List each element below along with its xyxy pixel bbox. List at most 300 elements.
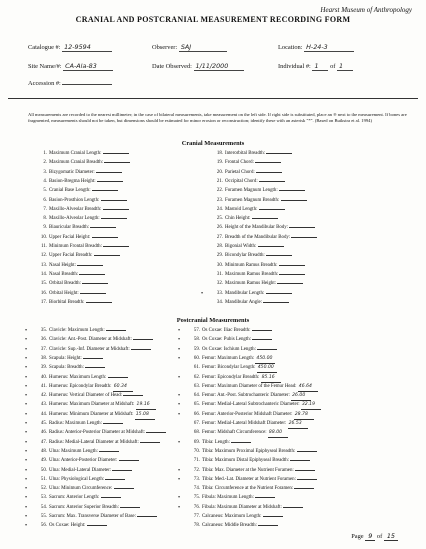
bullet-marker: • — [25, 439, 28, 446]
location-value: H-24-3 — [304, 43, 354, 52]
measurement-value — [97, 181, 123, 182]
measurement-number: 16. — [40, 290, 47, 296]
measurement-number: 73. — [193, 476, 200, 482]
measurement-number: 42. — [40, 393, 47, 399]
measurement-row — [34, 150, 129, 158]
measurement-row — [178, 504, 303, 512]
measurement-label: Cranial Base Length: — [49, 188, 91, 194]
bullet-marker: • — [178, 374, 181, 381]
measurement-row — [187, 448, 317, 456]
measurement-number: 49. — [40, 458, 47, 464]
postcranial-section-title: Postcranial Measurements — [176, 317, 250, 324]
measurement-number: 45. — [40, 421, 47, 426]
bullet-marker: • — [178, 402, 181, 409]
measurement-label: Nasal Breadth: — [49, 271, 79, 277]
measurement-row — [34, 234, 118, 242]
measurement-value — [297, 451, 317, 452]
measurement-number: 74. — [193, 486, 200, 492]
measurement-number: 24. — [216, 206, 223, 212]
measurement-row — [210, 299, 289, 307]
bullet-marker: • — [25, 514, 28, 520]
bullet-marker: • — [25, 365, 28, 372]
measurement-label: Femur: Ant.-Post. Subtrochanteric Diameter: — [202, 393, 290, 399]
accession-label: Accession #: — [28, 80, 61, 87]
measurement-number: 36. — [40, 337, 47, 343]
measurement-row — [210, 206, 285, 214]
measurement-value — [259, 209, 285, 210]
measurement-row — [25, 374, 128, 382]
measurement-value — [92, 237, 118, 238]
measurement-row — [34, 206, 129, 214]
measurement-label: Os Coxae: Iliac Breadth: — [202, 328, 251, 333]
measurement-label: Radius: Anterior-Posterior Diameter at Midshaft: — [49, 430, 146, 436]
accession-field — [28, 80, 112, 87]
measurement-number: 33. — [216, 290, 223, 296]
measurement-number: 30. — [216, 262, 223, 268]
measurement-number: 14. — [40, 271, 47, 277]
measurement-label: Interorbital Breadth: — [225, 151, 266, 156]
bullet-marker: • — [25, 374, 28, 381]
measurement-value — [146, 432, 166, 433]
measurement-label: Maxillo-Alveolar Length: — [49, 216, 100, 222]
measurement-number: 8. — [43, 216, 47, 222]
date-label: Date Observed: — [152, 63, 192, 70]
measurement-value — [85, 367, 105, 368]
measurement-value: 26.53 — [288, 420, 308, 429]
measurement-number: 70. — [193, 448, 200, 454]
header-divider — [8, 98, 418, 99]
measurement-row — [210, 197, 307, 205]
measurement-label: Maximum Cranial Length: — [49, 151, 102, 156]
measurement-number: 55. — [40, 514, 47, 519]
measurement-number: 72. — [193, 467, 200, 473]
measurement-row — [187, 485, 314, 493]
measurement-row — [187, 420, 308, 428]
measurement-label: Minimum Ramus Breadth: — [225, 262, 278, 268]
measurement-value — [252, 339, 272, 340]
measurement-number: 38. — [40, 355, 47, 361]
measurement-number: 2. — [43, 160, 47, 166]
measurement-label: Femur: Maximum Diameter of the Femur Head: — [202, 383, 297, 389]
measurement-label: Maxillo-Alveolar Breadth: — [49, 206, 102, 212]
measurement-row — [210, 187, 305, 195]
instructions-note: All measurements are recorded to the nearest millimeter; in the case of bilateral measurements, take measurement on the left side. If right side is substituted, place an ® next to the measurement. If bones are fragmented, measurements should not be taken, but dimensions should be estimated for minor erosion or reconstruction; identify these with an asterisk "*". (Based on Buikstra et al. 1994) — [28, 112, 407, 123]
measurement-number: 58. — [193, 337, 200, 343]
measurement-value — [99, 451, 119, 452]
bullet-marker: • — [178, 337, 181, 344]
measurement-number: 68. — [193, 430, 200, 436]
measurement-value — [101, 200, 127, 201]
measurement-number: 41. — [40, 383, 47, 389]
measurement-value — [258, 525, 278, 526]
measurement-label: Sacrum: Max. Transverse Diameter of Base: — [49, 514, 136, 519]
measurement-label: Occipital Chord: — [225, 178, 258, 184]
page-label: Page — [351, 533, 364, 540]
measurement-value — [106, 330, 126, 331]
measurement-label: Nasal Height: — [49, 262, 77, 268]
bullet-marker: • — [25, 402, 28, 409]
measurement-number: 17. — [40, 299, 47, 305]
location-label: Location: — [278, 44, 303, 51]
measurement-value — [259, 181, 285, 182]
measurement-label: Humerus: Maximum Diameter at Midshaft: — [49, 402, 135, 408]
measurement-label: Calcaneus: Maximum Length: — [202, 514, 262, 519]
bullet-marker: • — [25, 486, 28, 493]
measurement-value — [294, 488, 314, 489]
measurement-value — [289, 227, 315, 228]
measurement-number: 29. — [216, 253, 223, 259]
measurement-row — [25, 336, 153, 344]
measurement-number: 57. — [193, 328, 200, 333]
measurement-label: Biorbital Breadth: — [49, 299, 85, 305]
bullet-marker: • — [178, 346, 181, 353]
measurement-label: Humerus: Maximum Length: — [49, 374, 107, 380]
individual-value: 1 — [312, 62, 328, 71]
measurement-value: 19.16 — [136, 401, 156, 410]
measurement-number: 56. — [40, 523, 47, 529]
measurement-row — [25, 411, 155, 419]
measurement-value — [266, 255, 292, 256]
measurement-number: 77. — [193, 514, 200, 519]
measurement-label: Tibia: Max. Diameter at the Nutrient Foramen: — [202, 467, 294, 473]
measurement-row — [178, 327, 272, 335]
measurement-label: Femur: Medial-Lateral Midshaft Diameter: — [202, 421, 287, 426]
measurement-label: Femur: Midshaft Circumference: — [202, 430, 267, 436]
measurement-value — [105, 479, 125, 480]
measurement-label: Sacrum: Anterior Length: — [49, 495, 100, 501]
measurement-label: Humerus: Minimum Diameter at Midshaft: — [49, 411, 134, 417]
measurement-number: 3. — [43, 169, 47, 175]
measurement-row — [210, 169, 282, 177]
bullet-marker: • — [25, 355, 28, 362]
measurement-value — [279, 265, 305, 266]
measurement-label: Foramen Magnum Length: — [225, 188, 278, 194]
bullet-marker: • — [25, 393, 28, 400]
measurement-value — [80, 293, 106, 294]
measurement-value — [256, 172, 282, 173]
measurement-label: Orbital Breadth: — [49, 281, 81, 287]
measurement-value — [252, 330, 272, 331]
bullet-marker: • — [178, 411, 181, 418]
measurement-value — [290, 460, 310, 461]
measurement-value — [82, 283, 108, 284]
measurement-number: 53. — [40, 495, 47, 501]
measurement-row — [25, 457, 139, 465]
measurement-label: Tibia: Med.-Lat. Diameter at Nutrient Foramen: — [202, 476, 296, 482]
measurement-label: Maximum Ramus Breadth: — [225, 271, 279, 277]
measurement-row — [210, 280, 303, 288]
measurement-label: Radius: Maximum Length: — [49, 421, 102, 426]
measurement-label: Basion-Prosthion Length: — [49, 197, 100, 203]
measurement-number: 7. — [43, 206, 47, 212]
measurement-row — [210, 178, 285, 186]
measurement-value — [131, 349, 151, 350]
measurement-row — [25, 522, 107, 530]
form-title: CRANIAL AND POSTCRANIAL MEASUREMENT RECORDING FORM — [75, 15, 351, 24]
measurement-value — [119, 460, 139, 461]
measurement-row — [187, 457, 310, 465]
measurement-label: Mandibular Angle: — [225, 299, 263, 305]
measurement-number: 64. — [193, 393, 200, 399]
measurement-number: 63. — [193, 383, 200, 389]
measurement-number: 61. — [193, 365, 200, 371]
measurement-label: Femur: Medial-Lateral Subtrochanteric Diameter: — [202, 402, 300, 408]
bullet-marker: • — [25, 495, 28, 502]
measurement-value — [291, 237, 317, 238]
measurement-label: Upper Facial Height: — [49, 234, 91, 240]
measurement-number: 71. — [193, 458, 200, 464]
measurement-number: 18. — [216, 151, 223, 156]
bullet-marker: • — [25, 411, 28, 418]
measurement-value — [77, 265, 103, 266]
measurement-row — [210, 252, 292, 260]
measurement-row — [25, 513, 157, 521]
measurement-value — [277, 283, 303, 284]
measurement-label: Ulna: Medial-Lateral Diameter: — [49, 467, 112, 473]
measurement-number: 34. — [216, 299, 223, 305]
bullet-marker: • — [25, 337, 28, 344]
measurement-number: 65. — [193, 402, 200, 408]
measurement-value — [258, 246, 284, 247]
measurement-row — [25, 448, 119, 456]
bullet-marker: • — [178, 328, 181, 334]
measurement-number: 12. — [40, 253, 47, 259]
measurement-value — [86, 302, 112, 303]
measurement-value — [83, 358, 103, 359]
measurement-number: 66. — [193, 411, 200, 417]
measurement-number: 39. — [40, 365, 47, 371]
measurement-label: Scapula: Height: — [49, 355, 82, 361]
bullet-marker: • — [25, 476, 28, 483]
measurement-value — [255, 497, 275, 498]
bullet-marker: • — [201, 290, 204, 297]
measurement-label: Bigonial Width: — [225, 244, 257, 249]
measurement-number: 32. — [216, 281, 223, 287]
measurement-label: Fibula: Maximum Diameter at Midshaft: — [202, 504, 282, 510]
measurement-value — [87, 525, 107, 526]
measurement-value — [297, 479, 317, 480]
measurement-value — [103, 153, 129, 154]
measurement-row — [178, 411, 314, 419]
measurement-label: Humerus: Vertical Diameter of Head: — [49, 393, 123, 399]
measurement-label: Orbital Height: — [49, 290, 79, 296]
measurement-label: Femur: Epicondylar Breadth: — [202, 374, 260, 380]
measurement-value: 85.16 — [261, 374, 281, 383]
individual-total: 1 — [337, 62, 353, 71]
measurement-label: Mandibular Length: — [225, 290, 265, 296]
measurement-value — [123, 395, 143, 396]
measurement-number: 13. — [40, 262, 47, 268]
measurement-label: Ulna: Anterior-Posterior Diameter: — [49, 458, 118, 464]
measurement-number: 43. — [40, 402, 47, 408]
measurement-row — [178, 476, 317, 484]
measurement-value — [137, 516, 157, 517]
bullet-marker: • — [178, 476, 181, 483]
bullet-marker: • — [25, 448, 28, 455]
measurement-row — [34, 169, 122, 177]
measurement-label: Femur: Anterior-Posterior Midshaft Diameter: — [202, 411, 293, 417]
accession-value — [62, 84, 112, 85]
measurement-value — [103, 209, 129, 210]
catalogue-field — [28, 43, 112, 52]
measurement-label: Scapula: Breadth: — [49, 365, 84, 371]
measurement-number: 10. — [40, 234, 47, 240]
measurement-label: Radius: Medial-Lateral Diameter at Midshaft: — [49, 439, 139, 445]
measurement-number: 69. — [193, 439, 200, 445]
measurement-number: 40. — [40, 374, 47, 380]
measurement-value — [103, 423, 123, 424]
measurement-value — [92, 190, 118, 191]
measurement-number: 31. — [216, 271, 223, 277]
measurement-number: 9. — [43, 225, 47, 231]
measurement-value — [120, 507, 140, 508]
measurement-label: Minimum Frontal Breadth: — [49, 244, 102, 249]
measurement-label: Humerus: Epicondylar Breadth: — [49, 383, 112, 389]
measurement-row — [178, 494, 275, 502]
measurement-number: 51. — [40, 476, 47, 482]
measurement-row — [210, 262, 305, 270]
measurement-value — [96, 172, 122, 173]
measurement-row — [34, 280, 108, 288]
measurement-number: 60. — [193, 355, 200, 361]
measurement-label: Bizygomatic Diameter: — [49, 169, 95, 175]
measurement-number: 67. — [193, 421, 200, 426]
measurement-number: 59. — [193, 346, 200, 352]
measurement-label: Chin Height: — [225, 216, 251, 222]
measurement-value — [295, 470, 315, 471]
measurement-row — [34, 243, 129, 251]
bullet-marker: • — [25, 383, 28, 390]
measurement-number: 26. — [216, 225, 223, 231]
measurement-row — [210, 234, 317, 242]
measurement-number: 27. — [216, 234, 223, 240]
measurement-value: 46.64 — [298, 383, 318, 392]
measurement-value: 32.19 — [301, 401, 321, 410]
measurement-row — [201, 290, 292, 298]
observer-label: Observer: — [152, 44, 178, 51]
measurement-label: Maximum Cranial Breadth: — [49, 160, 104, 166]
measurement-number: 54. — [40, 504, 47, 510]
bullet-marker: • — [25, 328, 28, 334]
individual-field — [278, 62, 353, 71]
measurement-row — [25, 485, 134, 493]
measurement-value — [263, 516, 283, 517]
site-field — [28, 62, 113, 71]
measurement-row — [178, 467, 315, 475]
measurement-value — [101, 497, 121, 498]
measurement-number: 19. — [216, 160, 223, 166]
measurement-label: Clavicle: Ant.-Post. Diameter at Midshaft: — [49, 337, 132, 343]
measurement-value: 28.78 — [294, 411, 314, 420]
measurement-value: 26.00 — [291, 392, 311, 401]
measurement-row — [210, 271, 305, 279]
catalogue-label: Catalogue #: — [28, 44, 61, 51]
bullet-marker: • — [178, 467, 181, 474]
bullet-marker: • — [178, 393, 181, 400]
measurement-number: 20. — [216, 169, 223, 175]
measurement-row — [25, 346, 151, 354]
measurement-value — [279, 274, 305, 275]
measurement-number: 28. — [216, 244, 223, 249]
measurement-value — [103, 246, 129, 247]
measurement-number: 52. — [40, 486, 47, 492]
measurement-number: 50. — [40, 467, 47, 473]
measurement-row — [34, 262, 103, 270]
bullet-marker: • — [178, 355, 181, 362]
measurement-value — [112, 470, 132, 471]
bullet-marker: • — [25, 421, 28, 427]
measurement-value — [101, 218, 127, 219]
page-of: of — [376, 533, 383, 540]
measurement-row — [25, 392, 143, 400]
measurement-label: Ulna: Maximum Length: — [49, 448, 98, 454]
measurement-value: 15.08 — [135, 411, 155, 420]
measurement-value — [108, 377, 128, 378]
measurement-label: Ulna: Minimum Circumference: — [49, 486, 113, 492]
measurement-value — [79, 274, 105, 275]
measurement-label: Mastoid Length: — [225, 206, 258, 212]
measurement-value — [281, 200, 307, 201]
measurement-row — [34, 299, 112, 307]
measurement-label: Tibia: Maximum Proximal Epiphyseal Breadth: — [202, 448, 296, 454]
measurement-row — [187, 513, 283, 521]
site-value: CA-Ala-83 — [63, 62, 113, 71]
measurement-label: Calcaneus: Middle Breadth: — [202, 523, 257, 529]
measurement-number: 75. — [193, 495, 200, 501]
measurement-number: 11. — [41, 244, 47, 249]
measurement-number: 78. — [193, 523, 200, 529]
measurement-row — [178, 336, 272, 344]
bullet-marker: • — [178, 495, 181, 502]
measurement-number: 15. — [40, 281, 47, 287]
measurement-label: Frontal Chord: — [225, 160, 254, 166]
cranial-section-title: Cranial Measurements — [181, 140, 245, 147]
measurement-row — [210, 159, 281, 167]
measurement-label: Foramen Magnum Breadth: — [225, 197, 280, 203]
measurement-row — [25, 476, 125, 484]
measurement-label: Clavicle: Maximum Length: — [49, 328, 105, 333]
measurement-number: 35. — [40, 328, 47, 333]
measurement-label: Os Coxae: Height: — [49, 523, 86, 529]
measurement-row — [34, 197, 127, 205]
measurement-number: 25. — [216, 216, 223, 222]
measurement-row — [178, 346, 277, 354]
measurement-value — [266, 293, 292, 294]
measurement-value — [283, 507, 303, 508]
measurement-label: Tibia: Circumference at the Nutrient Foramen: — [202, 486, 294, 492]
measurement-label: Femur: Bicondylar Length: — [202, 365, 256, 371]
measurement-value — [90, 227, 116, 228]
measurement-label: Basion-Bregma Height: — [49, 178, 96, 184]
individual-label: Individual #: — [278, 63, 311, 70]
measurement-row — [25, 439, 160, 447]
measurement-value — [94, 255, 120, 256]
measurement-row — [25, 494, 121, 502]
measurement-label: Height of the Mandibular Body: — [225, 225, 289, 231]
measurement-value — [104, 162, 130, 163]
measurement-row — [34, 159, 130, 167]
measurement-row — [25, 504, 140, 512]
measurement-value — [266, 153, 292, 154]
measurement-label: Os Coxae: Ischium Length: — [202, 346, 256, 352]
measurement-label: Maximum Ramus Height: — [225, 281, 277, 287]
observer-field — [152, 43, 227, 52]
measurement-value: 450.00 — [255, 355, 275, 364]
measurement-number: 1. — [43, 151, 47, 156]
bullet-marker: • — [25, 346, 28, 353]
measurement-row — [187, 522, 278, 530]
measurement-number: 21. — [216, 178, 223, 184]
